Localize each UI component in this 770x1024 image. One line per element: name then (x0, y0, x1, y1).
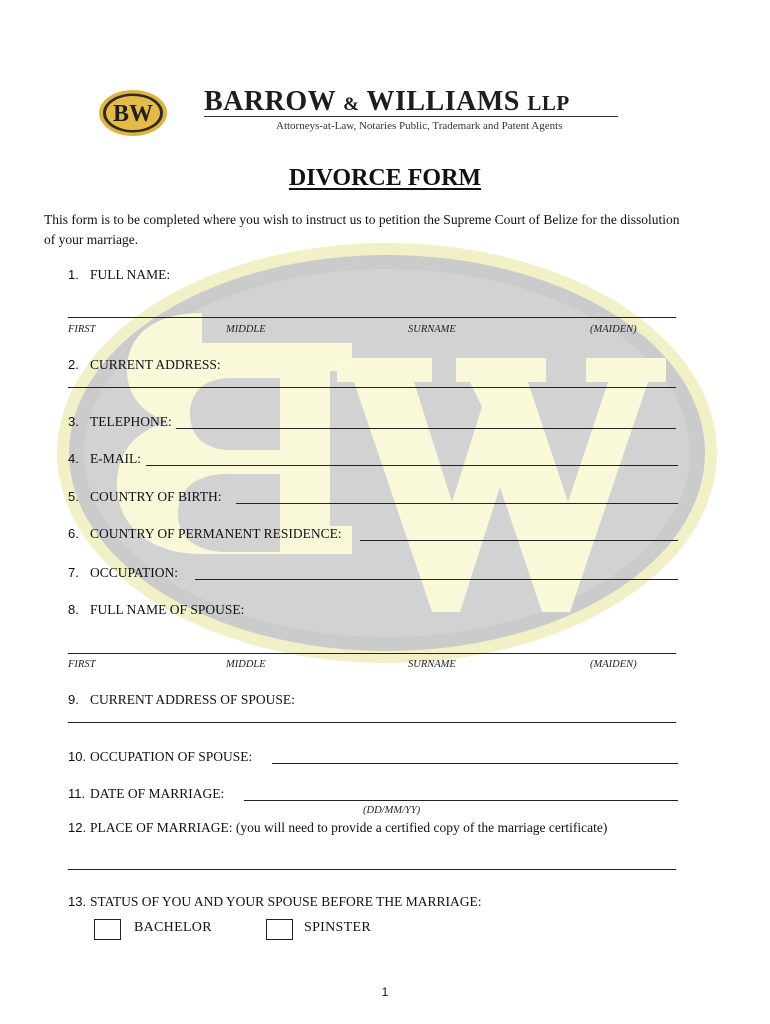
question-current-address: 2. CURRENT ADDRESS: (68, 357, 221, 372)
intro-paragraph: This form is to be completed where you wish to instruct us to petition the Supreme Court of Belize for the dissolution of your marriage. (44, 212, 680, 247)
full-name-input-line[interactable] (68, 317, 676, 318)
bw-logo-emblem (98, 89, 168, 137)
page-number: 1 (381, 985, 389, 999)
bw-logo-icon (98, 89, 168, 137)
spinster-label: SPINSTER (304, 920, 371, 935)
spouse-occupation-input-line[interactable] (272, 763, 678, 764)
question-date-of-marriage: 11. DATE OF MARRIAGE: (68, 786, 225, 801)
question-spouse-address: 9. CURRENT ADDRESS OF SPOUSE: (68, 692, 295, 707)
sublabel-surname: SURNAME (408, 324, 456, 335)
question-full-name: 1. FULL NAME: (68, 267, 171, 282)
spouse-sublabel-middle: MIDDLE (226, 659, 266, 670)
spinster-checkbox[interactable] (266, 919, 293, 940)
firm-name-rule (204, 116, 618, 117)
question-telephone: 3. TELEPHONE: (68, 414, 172, 429)
spouse-sublabel-first: FIRST (68, 659, 96, 670)
country-of-birth-input-line[interactable] (236, 503, 678, 504)
telephone-input-line[interactable] (176, 428, 676, 429)
firm-subtitle: Attorneys-at-Law, Notaries Public, Trademark and Patent Agents (276, 120, 563, 132)
question-spouse-full-name: 8. FULL NAME OF SPOUSE: (68, 602, 245, 617)
svg-text:BW: BW (112, 101, 154, 127)
occupation-input-line[interactable] (195, 579, 678, 580)
question-occupation: 7. OCCUPATION: (68, 565, 179, 580)
sublabel-first: FIRST (68, 324, 96, 335)
spouse-sublabel-maiden: (MAIDEN) (590, 659, 637, 670)
form-title: DIVORCE FORM (288, 165, 482, 191)
sublabel-middle: MIDDLE (226, 324, 266, 335)
spouse-sublabel-surname: SURNAME (408, 659, 456, 670)
bachelor-label: BACHELOR (134, 920, 212, 935)
current-address-input-line[interactable] (68, 387, 676, 388)
permanent-residence-input-line[interactable] (360, 540, 678, 541)
question-spouse-occupation: 10. OCCUPATION OF SPOUSE: (68, 749, 253, 764)
question-marital-status: 13. STATUS OF YOU AND YOUR SPOUSE BEFORE THE MARRIAGE: (68, 894, 482, 909)
date-of-marriage-input-line[interactable] (244, 800, 678, 801)
place-of-marriage-input-line[interactable] (68, 869, 676, 870)
question-place-of-marriage: 12. PLACE OF MARRIAGE: (you will need to provide a certified copy of the marriage certificate) (68, 820, 608, 835)
firm-name: BARROW & WILLIAMS LLP (204, 86, 570, 117)
bachelor-checkbox[interactable] (94, 919, 121, 940)
date-format-hint: (DD/MM/YY) (363, 805, 421, 816)
spouse-address-input-line[interactable] (68, 722, 676, 723)
question-email: 4. E-MAIL: (68, 451, 141, 466)
question-permanent-residence: 6. COUNTRY OF PERMANENT RESIDENCE: (68, 526, 342, 541)
email-input-line[interactable] (146, 465, 678, 466)
question-country-of-birth: 5. COUNTRY OF BIRTH: (68, 489, 222, 504)
sublabel-maiden: (MAIDEN) (590, 324, 637, 335)
spouse-full-name-input-line[interactable] (68, 653, 676, 654)
